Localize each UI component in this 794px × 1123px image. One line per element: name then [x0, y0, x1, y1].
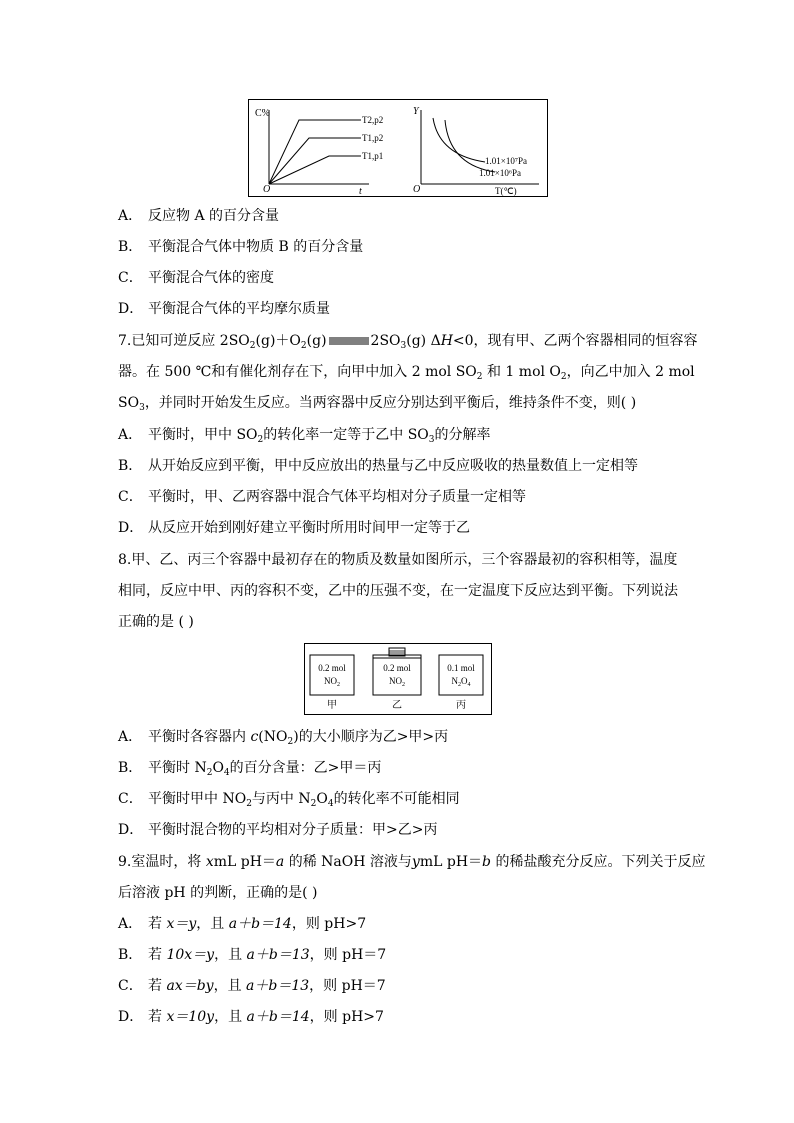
text: ax＝by — [166, 978, 214, 994]
sub: 3 — [400, 341, 407, 351]
figure-graphs — [248, 99, 548, 197]
q9-option-b — [118, 946, 386, 964]
option-text: 反应物 A 的百分含量 — [148, 208, 280, 224]
left-xlabel: t — [359, 186, 362, 196]
sub: 2 — [249, 341, 256, 351]
text: 平衡时混合物的平均相对分子质量：甲>乙>丙 — [148, 822, 438, 838]
option-label: D． — [118, 822, 144, 838]
q8-option-b — [118, 759, 381, 777]
sub-num: 2 — [458, 682, 461, 688]
sub: 2 — [300, 341, 307, 351]
text: 的稀 NaOH 溶液与 — [284, 854, 412, 870]
option-text: 平衡混合气体的平均摩尔质量 — [148, 301, 330, 317]
text: 平衡时 N — [148, 760, 207, 776]
container-yi-name: 乙 — [392, 700, 402, 711]
container-bing-substance — [452, 676, 471, 688]
sub: 2 — [257, 435, 264, 445]
text: 若 — [148, 978, 167, 994]
right-xlabel: T(℃) — [495, 186, 517, 196]
q9-line-2: 后溶液 pH 的判断，正确的是( ) — [118, 885, 318, 901]
container-jia-name: 甲 — [327, 700, 337, 711]
option-label: C． — [118, 791, 143, 807]
q6-option-a — [118, 207, 279, 225]
text: a＋b＝14 — [246, 1009, 310, 1025]
option-text: 平衡混合气体中物质 B 的百分含量 — [148, 239, 364, 255]
sub: 2 — [560, 372, 567, 382]
q6-option-d — [118, 300, 330, 318]
q8-option-a — [118, 728, 448, 746]
sub: 2 — [287, 737, 294, 747]
text: x＝10y — [166, 1009, 215, 1025]
option-label: D． — [118, 1009, 144, 1025]
text: (NO — [258, 729, 288, 745]
sub: 4 — [327, 799, 334, 809]
text: 若 — [148, 916, 167, 932]
sub: 2 — [476, 372, 483, 382]
containers-svg — [305, 644, 491, 714]
q7-option-c — [118, 488, 526, 506]
text: a — [275, 854, 285, 870]
q7-option-d — [118, 519, 470, 537]
option-label: C． — [118, 489, 143, 505]
text: b — [482, 854, 492, 870]
sub: 3 — [428, 435, 435, 445]
option-label: D． — [118, 301, 144, 317]
option-label: A． — [118, 427, 143, 443]
q7-option-a — [118, 426, 491, 444]
text: 平衡时甲中 NO — [148, 791, 247, 807]
left-ylabel: C% — [255, 108, 270, 119]
option-label: C． — [118, 978, 143, 994]
label-1e7: 1.01×10⁷Pa — [485, 156, 527, 166]
option-text: 平衡混合气体的密度 — [148, 270, 274, 286]
text: 9.室温时，将 — [118, 854, 206, 870]
text: a＋b＝14 — [228, 916, 292, 932]
text: a＋b＝13 — [246, 947, 310, 963]
option-label: B． — [118, 239, 143, 255]
text: y — [411, 854, 420, 870]
q7-line-1 — [118, 332, 698, 350]
text: c — [250, 729, 259, 745]
option-label: B． — [118, 947, 143, 963]
text: mL pH＝ — [419, 854, 483, 870]
q6-option-b — [118, 238, 363, 256]
sub-num: 4 — [467, 682, 471, 688]
container-jia-substance — [324, 676, 340, 688]
text: ，则 pH＝7 — [309, 947, 387, 963]
container-bing-amount: 0.1 mol — [447, 663, 475, 673]
option-label: C． — [118, 270, 143, 286]
figure-containers — [304, 643, 492, 715]
text: SO — [118, 395, 140, 411]
option-label: D． — [118, 520, 144, 536]
container-bing — [439, 655, 483, 695]
q8-line-3: 正确的是 ( ) — [118, 614, 194, 630]
text: 从反应开始到刚好建立平衡时所用时间甲一定等于乙 — [148, 520, 470, 536]
label-t1p2: T1,p2 — [362, 133, 384, 143]
q9-option-c — [118, 977, 386, 995]
q9-line-1 — [118, 853, 705, 871]
text: 的分解率 — [434, 427, 491, 443]
container-yi-amount: 0.2 mol — [383, 663, 411, 673]
sub-text: O — [461, 676, 468, 686]
container-bing-name: 丙 — [456, 700, 466, 711]
container-yi — [373, 655, 421, 695]
q7-line-3 — [118, 394, 636, 412]
text: ，且 — [196, 916, 229, 932]
text: )的大小顺序为乙>甲>丙 — [293, 729, 449, 745]
sub-num: 2 — [402, 682, 405, 688]
container-jia-amount: 0.2 mol — [318, 663, 346, 673]
text: 平衡时，甲中 SO — [148, 427, 258, 443]
q7-option-b — [118, 457, 638, 475]
text: 的转化率不可能相同 — [333, 791, 460, 807]
text: ，且 — [213, 978, 247, 994]
curve-t1p1 — [269, 156, 361, 184]
q8-option-c — [118, 790, 460, 808]
sub: 3 — [139, 403, 145, 413]
text: 2SO — [370, 333, 401, 349]
option-label: B． — [118, 760, 143, 776]
option-label: A． — [118, 729, 143, 745]
text: 7.已知可逆反应 2SO — [118, 333, 250, 349]
text: x — [205, 854, 214, 870]
text: ，向乙中加入 2 mol — [566, 364, 695, 380]
text: (g) Δ — [406, 333, 441, 349]
q7-line-2 — [118, 363, 695, 381]
text: H — [440, 333, 453, 349]
q8-option-d — [118, 821, 437, 839]
label-t2p2: T2,p2 — [362, 115, 384, 125]
text: 的稀盐酸充分反应。下列关于反应 — [491, 854, 706, 870]
text: ，且 — [214, 947, 247, 963]
q8-line-1: 8.甲、乙、丙三个容器中最初存在的物质及数量如图所示，三个容器最初的容积相等，温度 — [118, 552, 678, 568]
sub-text: N — [451, 676, 458, 686]
text: 器。在 500 ℃和有催化剂存在下，向甲中加入 2 mol SO — [118, 364, 477, 380]
text: ，则 pH>7 — [309, 1009, 384, 1025]
container-yi-substance — [389, 676, 405, 688]
q9-option-a — [118, 915, 366, 933]
text: 10x＝y — [166, 947, 215, 963]
text: 的百分含量：乙>甲＝丙 — [229, 760, 382, 776]
sub: 2 — [206, 768, 213, 778]
text: 若 — [148, 1009, 167, 1025]
curve-t2p2 — [269, 120, 361, 184]
equilibrium-arrow-icon — [329, 336, 369, 346]
text: x＝y — [166, 916, 197, 932]
text: 平衡时，甲、乙两容器中混合气体平均相对分子质量一定相等 — [148, 489, 526, 505]
sub-text: NO — [324, 676, 337, 686]
text: ，则 pH＝7 — [309, 978, 386, 994]
option-label: B． — [118, 458, 143, 474]
label-1e6: 1.01×10⁶Pa — [479, 168, 521, 178]
right-origin: O — [413, 184, 421, 195]
text: (g) — [306, 333, 327, 349]
text: ，并同时开始发生反应。当两容器中反应分别达到平衡后，维持条件不变，则( ) — [144, 395, 637, 411]
q9-option-d — [118, 1008, 384, 1026]
text: 和 1 mol O — [482, 364, 561, 380]
text: 平衡时各容器内 — [148, 729, 251, 745]
container-jia — [310, 655, 354, 695]
text: 若 — [148, 947, 167, 963]
text: <0，现有甲、乙两个容器相同的恒容容 — [452, 333, 698, 349]
text: (g)＋O — [255, 333, 301, 349]
text: 的转化率一定等于乙中 SO — [263, 427, 429, 443]
text: mL pH＝ — [213, 854, 276, 870]
right-ylabel: Y — [413, 106, 419, 117]
text: 从开始反应到平衡，甲中反应放出的热量与乙中反应吸收的热量数值上一定相等 — [148, 458, 638, 474]
label-t1p1: T1,p1 — [362, 151, 384, 161]
sub-text: NO — [389, 676, 402, 686]
text: O — [316, 791, 328, 807]
left-origin: O — [263, 184, 271, 195]
graphs-svg — [249, 100, 547, 196]
sub: 2 — [310, 799, 317, 809]
text: ，且 — [214, 1009, 247, 1025]
q6-option-c — [118, 269, 274, 287]
text: 与丙中 N — [251, 791, 311, 807]
sub: 4 — [223, 768, 230, 778]
text: a＋b＝13 — [246, 978, 310, 994]
option-label: A． — [118, 208, 143, 224]
text: ，则 pH>7 — [291, 916, 367, 932]
option-label: A． — [118, 916, 143, 932]
text: O — [212, 760, 224, 776]
sub-num: 2 — [337, 682, 340, 688]
sub: 2 — [246, 799, 252, 809]
q8-line-2: 相同，反应中甲、丙的容积不变，乙中的压强不变，在一定温度下反应达到平衡。下列说法 — [118, 583, 678, 599]
